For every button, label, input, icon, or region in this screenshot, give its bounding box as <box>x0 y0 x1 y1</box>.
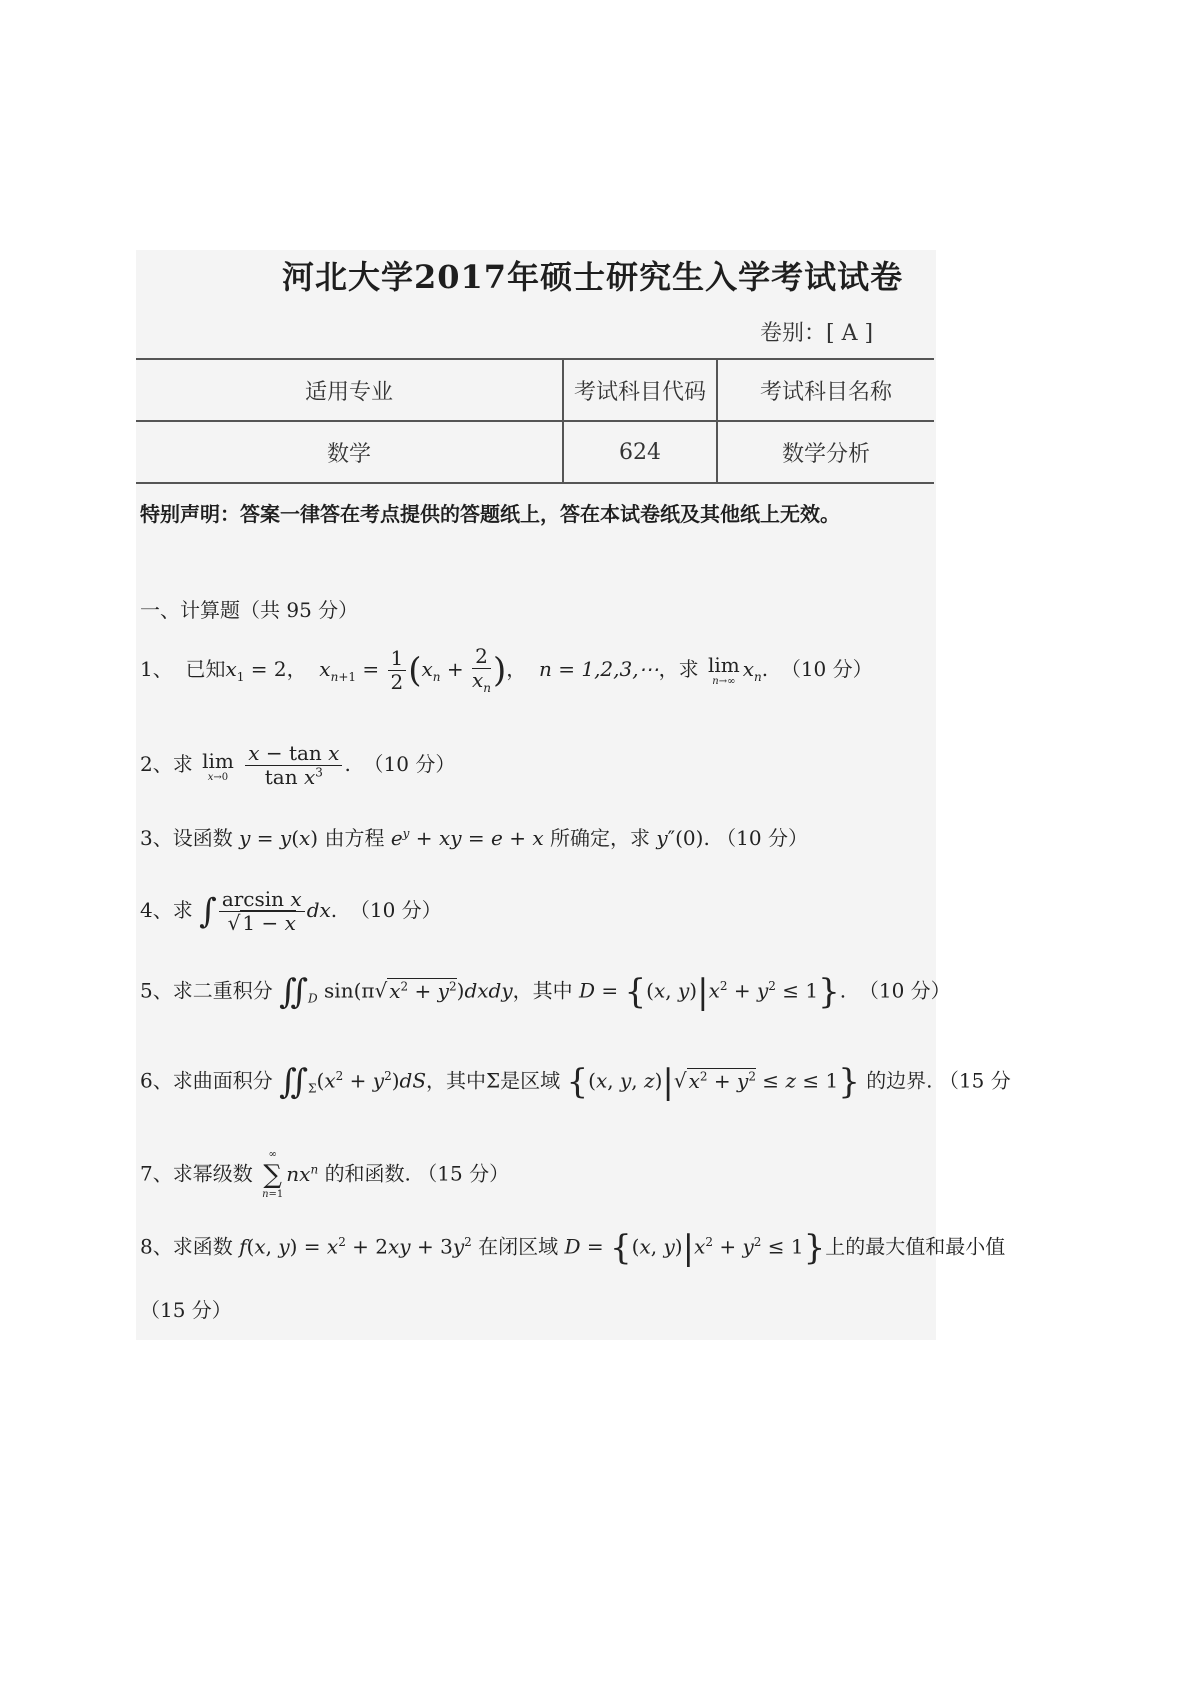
question-4: 4、求 ∫ $\frac{\text{arcsin x}}{√ 1 - x}$ dx. （10 分） <box>140 887 442 935</box>
header-subject-name: 考试科目名称 <box>717 359 934 421</box>
question-points: （10 分） <box>716 826 808 850</box>
question-8-points: （15 分） <box>140 1298 232 1322</box>
question-8: 8、求函数 f(x, $y) = x^2 + 2xy + 3y^2$ 在闭区域 D = {(x, $y)|x^2 + y^2 \le 1$}上的最大值和最小值 <box>140 1228 1006 1268</box>
header-major: 适用专业 <box>136 359 563 421</box>
table-header-row <box>136 359 934 421</box>
section-heading: 一、计算题（共 95 分） <box>140 598 359 622</box>
question-3: 3、设函数 y = y(x) 由方程 $e^y$ + xy = e + x 所确定，求 y″(0). （10 分） <box>140 826 808 850</box>
question-6: 6、求曲面积分 $∬_\Sigma(x^2 + y^2)dS$，其中Σ是区域 {(x, y, z)|√ $x^2 + y^2 \le z \le 1$} 的边界. （15 分 <box>140 1062 1011 1102</box>
table-data-row <box>136 421 934 483</box>
question-points: （10 分） <box>349 898 442 922</box>
question-number: 6、 <box>140 1068 173 1093</box>
question-number: 5、 <box>140 978 173 1003</box>
special-notice: 特别声明：答案一律答在考点提供的答题纸上，答在本试卷纸及其他纸上无效。 <box>140 502 840 526</box>
cell-major: 数学 <box>136 421 563 483</box>
question-number: 2、 <box>140 752 173 776</box>
exam-title: 河北大学2017年硕士研究生入学考试试卷 <box>282 258 904 296</box>
question-1: 1、 已知$x_1 = 2$， $x_{n+1}$ = $\frac{1}{2}$ ($x_n$ + $\frac{2}{x_n}$ )， n = 1,2,3,⋯，求 lim n→∞ $x_n$. （10 分） <box>140 644 873 695</box>
question-number: 1、 <box>140 656 173 681</box>
question-number: 3、 <box>140 826 173 850</box>
paper-type-label: 卷别：[ A ] <box>760 321 874 346</box>
question-points: （15 分） <box>417 1161 510 1186</box>
exam-info-table <box>136 358 934 484</box>
question-5: 5、求二重积分 $∬_D$ sin(π√ $x^2$ + $y^2)dxdy$，其中 D = {(x, $y)|x^2 + y^2 \le 1$}. （10 分） <box>140 972 951 1012</box>
cell-subject-name: 数学分析 <box>717 421 934 483</box>
question-points: （10 分） <box>780 656 873 681</box>
header-subject-code: 考试科目代码 <box>563 359 717 421</box>
question-number: 4、 <box>140 898 173 922</box>
question-points: （15 分 <box>938 1068 1011 1093</box>
question-2: 2、求 lim x→0 $\frac{\text{x − tan x}}{\tan x^3}$ . （10 分） <box>140 741 456 789</box>
question-points: （10 分） <box>363 752 456 776</box>
question-7: 7、求幂级数 ∞ ∑ n=1 $nx^n$ 的和函数. （15 分） <box>140 1149 510 1200</box>
question-number: 8、 <box>140 1234 173 1259</box>
question-points: （10 分） <box>858 978 951 1003</box>
question-number: 7、 <box>140 1161 173 1186</box>
cell-subject-code: 624 <box>563 421 717 483</box>
